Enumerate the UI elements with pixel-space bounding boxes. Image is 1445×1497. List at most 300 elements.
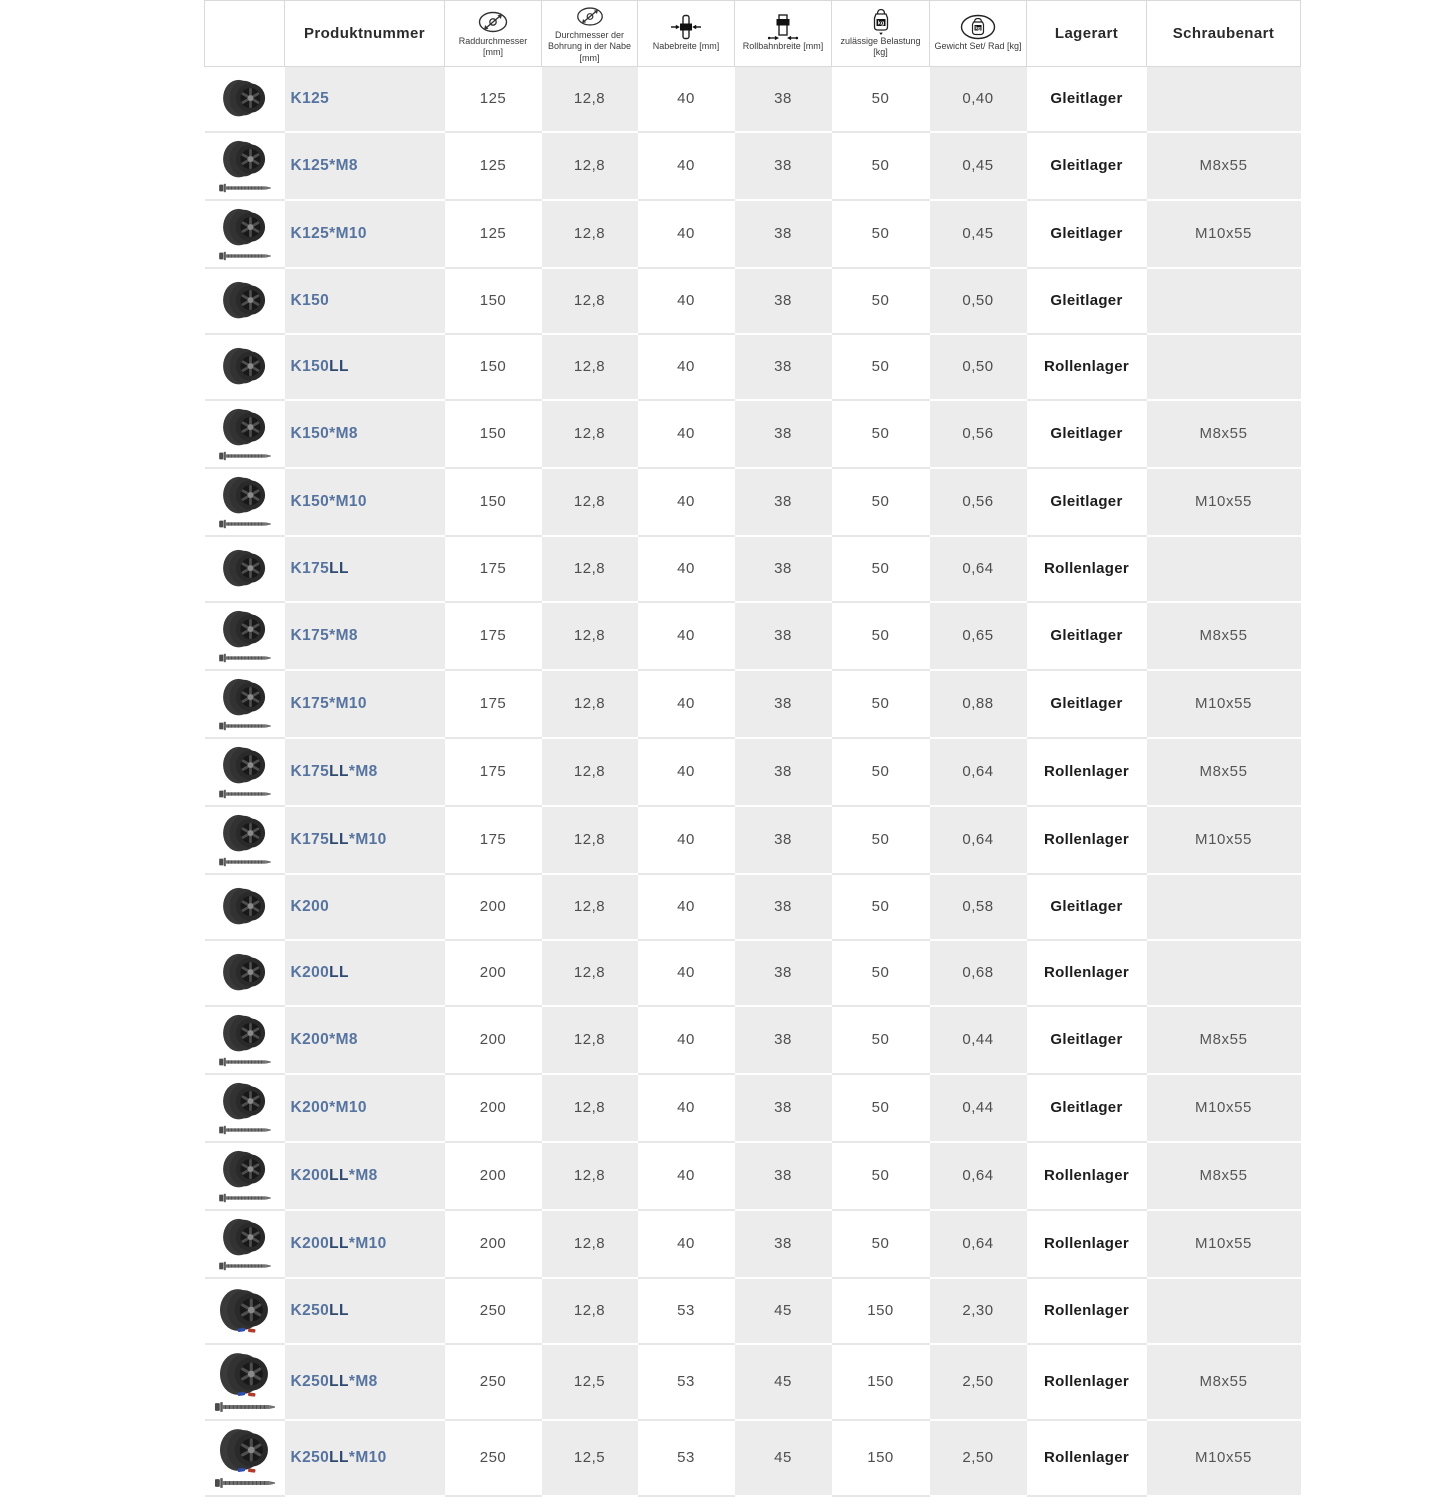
cell-raddurchmesser bbox=[445, 806, 542, 874]
cell-gewicht bbox=[930, 132, 1027, 200]
schraubenart-value: M10x55 bbox=[1195, 493, 1252, 511]
product-link[interactable]: K150*M10 bbox=[290, 493, 367, 511]
cell-gewicht bbox=[930, 1344, 1027, 1420]
cell-nabebreite bbox=[638, 334, 735, 400]
cell-belastung bbox=[832, 806, 930, 874]
product-link[interactable]: K125*M10 bbox=[290, 225, 367, 243]
cell-schraubenart bbox=[1147, 1278, 1301, 1344]
raddurchmesser-value: 200 bbox=[479, 964, 507, 982]
belastung-value: 50 bbox=[871, 225, 890, 243]
cell-raddurchmesser bbox=[445, 874, 542, 940]
cell-nabebreite bbox=[638, 1420, 735, 1496]
cell-image bbox=[205, 334, 285, 400]
cell-image bbox=[205, 400, 285, 468]
belastung-value: 50 bbox=[871, 493, 890, 511]
bohrung-value: 12,8 bbox=[573, 1099, 606, 1117]
cell-belastung bbox=[832, 1420, 930, 1496]
cell-bohrung bbox=[542, 66, 638, 132]
cell-belastung bbox=[832, 268, 930, 334]
cell-schraubenart bbox=[1147, 268, 1301, 334]
rollbahnbreite-value: 38 bbox=[774, 292, 792, 310]
cell-bohrung bbox=[542, 1006, 638, 1074]
cell-nabebreite bbox=[638, 602, 735, 670]
cell-product bbox=[285, 1278, 445, 1344]
belastung-value: 50 bbox=[871, 1235, 890, 1253]
cell-image bbox=[205, 738, 285, 806]
bohrung-value: 12,8 bbox=[573, 225, 606, 243]
cell-bohrung bbox=[542, 536, 638, 602]
cell-lagerart bbox=[1027, 1074, 1147, 1142]
product-image[interactable] bbox=[211, 886, 279, 928]
column-header-belastung bbox=[832, 1, 930, 67]
wheel-image bbox=[220, 280, 270, 322]
cell-schraubenart bbox=[1147, 400, 1301, 468]
rollbahnbreite-value: 38 bbox=[774, 964, 792, 982]
rollbahnbreite-value: 38 bbox=[774, 225, 792, 243]
cell-schraubenart bbox=[1147, 1142, 1301, 1210]
raddurchmesser-value: 250 bbox=[479, 1302, 507, 1320]
product-link[interactable]: K250LL*M8 bbox=[290, 1373, 378, 1391]
product-link[interactable]: K175LL*M8 bbox=[290, 763, 378, 781]
cell-rollbahnbreite bbox=[735, 1142, 832, 1210]
belastung-value: 50 bbox=[871, 1167, 890, 1185]
cell-product bbox=[285, 806, 445, 874]
product-image[interactable] bbox=[211, 78, 279, 120]
raddurchmesser-value: 175 bbox=[479, 695, 507, 713]
table-body bbox=[205, 66, 1301, 1496]
column-label: Lagerart bbox=[1054, 24, 1119, 42]
cell-lagerart bbox=[1027, 670, 1147, 738]
cell-bohrung bbox=[542, 940, 638, 1006]
nabebreite-value: 40 bbox=[677, 493, 695, 511]
table-row bbox=[205, 536, 1301, 602]
lagerart-value: Rollenlager bbox=[1044, 1167, 1129, 1185]
cell-lagerart bbox=[1027, 132, 1147, 200]
gewicht-value: 0,40 bbox=[962, 90, 994, 107]
product-image[interactable] bbox=[211, 346, 279, 388]
cell-gewicht bbox=[930, 468, 1027, 536]
cell-gewicht bbox=[930, 940, 1027, 1006]
cell-nabebreite bbox=[638, 1344, 735, 1420]
cell-image bbox=[205, 670, 285, 738]
schraubenart-value: M8x55 bbox=[1199, 627, 1248, 645]
raddurchmesser-value: 150 bbox=[479, 425, 507, 443]
cell-schraubenart bbox=[1147, 334, 1301, 400]
raddurchmesser-value: 200 bbox=[479, 1099, 507, 1117]
product-link[interactable]: K200LL bbox=[290, 964, 349, 982]
product-image[interactable] bbox=[211, 609, 279, 663]
nabebreite-value: 40 bbox=[677, 225, 695, 243]
bohrung-value: 12,8 bbox=[573, 964, 606, 982]
belastung-value: 50 bbox=[871, 1099, 890, 1117]
product-link[interactable]: K175LL bbox=[290, 560, 349, 578]
cell-belastung bbox=[832, 400, 930, 468]
cell-image bbox=[205, 1278, 285, 1344]
cell-bohrung bbox=[542, 1142, 638, 1210]
column-header-gewicht bbox=[930, 1, 1027, 67]
product-image[interactable] bbox=[211, 280, 279, 322]
cell-product bbox=[285, 874, 445, 940]
cell-schraubenart bbox=[1147, 1006, 1301, 1074]
rollbahnbreite-value: 38 bbox=[774, 493, 792, 511]
cell-rollbahnbreite bbox=[735, 268, 832, 334]
cell-belastung bbox=[832, 66, 930, 132]
cell-product bbox=[285, 940, 445, 1006]
cell-gewicht bbox=[930, 738, 1027, 806]
raddurchmesser-value: 175 bbox=[479, 763, 507, 781]
cell-lagerart bbox=[1027, 334, 1147, 400]
nabebreite-value: 40 bbox=[677, 695, 695, 713]
cell-lagerart bbox=[1027, 400, 1147, 468]
product-link[interactable]: K175*M8 bbox=[290, 627, 358, 645]
cell-rollbahnbreite bbox=[735, 1420, 832, 1496]
bohrung-value: 12,8 bbox=[573, 898, 606, 916]
rollbahnbreite-value: 38 bbox=[774, 1099, 792, 1117]
header-row bbox=[205, 1, 1301, 67]
cell-belastung bbox=[832, 132, 930, 200]
gewicht-value: 0,64 bbox=[962, 831, 994, 849]
table-row bbox=[205, 334, 1301, 400]
wheel-image bbox=[220, 139, 270, 181]
product-image[interactable] bbox=[211, 1081, 279, 1135]
nabebreite-value: 53 bbox=[677, 1373, 695, 1391]
wheel-image bbox=[220, 952, 270, 994]
set-weight-icon bbox=[933, 14, 1023, 40]
product-image[interactable] bbox=[211, 407, 279, 461]
cell-rollbahnbreite bbox=[735, 200, 832, 268]
nabebreite-value: 40 bbox=[677, 898, 695, 916]
cell-raddurchmesser bbox=[445, 1278, 542, 1344]
table-row bbox=[205, 602, 1301, 670]
cell-nabebreite bbox=[638, 874, 735, 940]
schraubenart-value: M8x55 bbox=[1199, 425, 1248, 443]
cell-belastung bbox=[832, 738, 930, 806]
cell-raddurchmesser bbox=[445, 132, 542, 200]
cell-gewicht bbox=[930, 1006, 1027, 1074]
cell-schraubenart bbox=[1147, 874, 1301, 940]
bohrung-value: 12,5 bbox=[573, 1449, 606, 1467]
cell-schraubenart bbox=[1147, 468, 1301, 536]
wheel-image bbox=[220, 207, 270, 249]
product-image[interactable] bbox=[211, 1351, 279, 1413]
raddurchmesser-value: 200 bbox=[479, 1167, 507, 1185]
svg-text:kg: kg bbox=[975, 25, 981, 31]
nabebreite-value: 40 bbox=[677, 1235, 695, 1253]
gewicht-value: 0,65 bbox=[962, 627, 994, 645]
cell-belastung bbox=[832, 1278, 930, 1344]
table-row bbox=[205, 738, 1301, 806]
lagerart-value: Gleitlager bbox=[1050, 1031, 1123, 1049]
gewicht-value: 0,44 bbox=[962, 1031, 994, 1049]
screw-image bbox=[218, 451, 272, 461]
product-link[interactable]: K150LL bbox=[290, 358, 349, 376]
column-header-image bbox=[205, 1, 285, 67]
lagerart-value: Gleitlager bbox=[1050, 225, 1123, 243]
wheel-image bbox=[216, 1351, 274, 1399]
belastung-value: 50 bbox=[871, 358, 890, 376]
load-capacity-icon bbox=[835, 9, 926, 35]
column-label: Nabebreite [mm] bbox=[652, 41, 720, 52]
raddurchmesser-value: 175 bbox=[479, 627, 507, 645]
screw-image bbox=[218, 857, 272, 867]
cell-gewicht bbox=[930, 200, 1027, 268]
cell-belastung bbox=[832, 940, 930, 1006]
product-link[interactable]: K250LL*M10 bbox=[290, 1449, 387, 1467]
cell-nabebreite bbox=[638, 940, 735, 1006]
gewicht-value: 0,56 bbox=[962, 425, 994, 443]
raddurchmesser-value: 125 bbox=[479, 90, 507, 107]
cell-product bbox=[285, 400, 445, 468]
cell-schraubenart bbox=[1147, 1344, 1301, 1420]
wheel-image bbox=[220, 346, 270, 388]
bohrung-value: 12,8 bbox=[573, 292, 606, 310]
table-row bbox=[205, 268, 1301, 334]
schraubenart-value: M10x55 bbox=[1195, 1235, 1252, 1253]
column-label: Raddurchmesser [mm] bbox=[458, 35, 528, 57]
column-header-schraubenart bbox=[1147, 1, 1301, 67]
wheel-image bbox=[220, 677, 270, 719]
cell-belastung bbox=[832, 1006, 930, 1074]
table-header bbox=[205, 1, 1301, 67]
cell-lagerart bbox=[1027, 66, 1147, 132]
table-row bbox=[205, 1344, 1301, 1420]
raddurchmesser-value: 150 bbox=[479, 358, 507, 376]
cell-image bbox=[205, 1344, 285, 1420]
column-header-nabebreite bbox=[638, 1, 735, 67]
product-table-container bbox=[204, 0, 1300, 1497]
cell-nabebreite bbox=[638, 1142, 735, 1210]
cell-image bbox=[205, 536, 285, 602]
cell-rollbahnbreite bbox=[735, 1210, 832, 1278]
nabebreite-value: 40 bbox=[677, 1167, 695, 1185]
screw-image bbox=[218, 183, 272, 193]
cell-bohrung bbox=[542, 334, 638, 400]
screw-image bbox=[218, 1057, 272, 1067]
cell-image bbox=[205, 1074, 285, 1142]
product-link[interactable]: K125 bbox=[290, 90, 330, 107]
schraubenart-value: M10x55 bbox=[1195, 1099, 1252, 1117]
rollbahnbreite-value: 38 bbox=[774, 358, 792, 376]
product-image[interactable] bbox=[211, 1217, 279, 1271]
bohrung-value: 12,8 bbox=[573, 1235, 606, 1253]
gewicht-value: 0,56 bbox=[962, 493, 994, 511]
cell-product bbox=[285, 1074, 445, 1142]
cell-lagerart bbox=[1027, 1006, 1147, 1074]
cell-gewicht bbox=[930, 1278, 1027, 1344]
nabebreite-value: 40 bbox=[677, 157, 695, 175]
cell-lagerart bbox=[1027, 806, 1147, 874]
cell-schraubenart bbox=[1147, 738, 1301, 806]
cell-product bbox=[285, 1142, 445, 1210]
cell-gewicht bbox=[930, 670, 1027, 738]
cell-image bbox=[205, 268, 285, 334]
cell-product bbox=[285, 1420, 445, 1496]
product-link[interactable]: K150*M8 bbox=[290, 425, 358, 443]
cell-gewicht bbox=[930, 602, 1027, 670]
cell-bohrung bbox=[542, 670, 638, 738]
gewicht-value: 0,45 bbox=[962, 225, 994, 243]
cell-lagerart bbox=[1027, 1278, 1147, 1344]
cell-nabebreite bbox=[638, 468, 735, 536]
column-label: zulässige Belastung [kg] bbox=[840, 35, 921, 57]
cell-image bbox=[205, 602, 285, 670]
bohrung-value: 12,8 bbox=[573, 425, 606, 443]
cell-raddurchmesser bbox=[445, 670, 542, 738]
belastung-value: 50 bbox=[871, 560, 890, 578]
cell-belastung bbox=[832, 334, 930, 400]
belastung-value: 50 bbox=[871, 425, 890, 443]
cell-rollbahnbreite bbox=[735, 536, 832, 602]
raddurchmesser-value: 175 bbox=[479, 560, 507, 578]
wheel-image bbox=[220, 548, 270, 590]
product-image[interactable] bbox=[211, 548, 279, 590]
lagerart-value: Rollenlager bbox=[1044, 560, 1129, 578]
cell-belastung bbox=[832, 602, 930, 670]
cell-lagerart bbox=[1027, 200, 1147, 268]
product-link[interactable]: K200*M8 bbox=[290, 1031, 358, 1049]
gewicht-value: 2,50 bbox=[962, 1449, 994, 1467]
belastung-value: 50 bbox=[871, 695, 890, 713]
product-image[interactable] bbox=[211, 952, 279, 994]
cell-raddurchmesser bbox=[445, 738, 542, 806]
lagerart-value: Rollenlager bbox=[1044, 1449, 1129, 1467]
raddurchmesser-value: 200 bbox=[479, 898, 507, 916]
lagerart-value: Gleitlager bbox=[1050, 898, 1123, 916]
wheel-image bbox=[220, 813, 270, 855]
cell-schraubenart bbox=[1147, 1074, 1301, 1142]
table-row bbox=[205, 1142, 1301, 1210]
cell-nabebreite bbox=[638, 1210, 735, 1278]
product-image[interactable] bbox=[211, 1149, 279, 1203]
gewicht-value: 0,88 bbox=[962, 695, 994, 713]
cell-schraubenart bbox=[1147, 536, 1301, 602]
raddurchmesser-value: 200 bbox=[479, 1031, 507, 1049]
screw-image bbox=[218, 251, 272, 261]
nabebreite-value: 40 bbox=[677, 292, 695, 310]
schraubenart-value: M8x55 bbox=[1199, 1031, 1248, 1049]
cell-rollbahnbreite bbox=[735, 468, 832, 536]
product-link[interactable]: K175LL*M10 bbox=[290, 831, 387, 849]
product-link[interactable]: K250LL bbox=[290, 1302, 349, 1320]
raddurchmesser-value: 250 bbox=[479, 1373, 507, 1391]
table-row bbox=[205, 132, 1301, 200]
product-image[interactable] bbox=[211, 1427, 279, 1489]
cell-gewicht bbox=[930, 536, 1027, 602]
belastung-value: 50 bbox=[871, 292, 890, 310]
cell-belastung bbox=[832, 536, 930, 602]
raddurchmesser-value: 175 bbox=[479, 831, 507, 849]
cell-product bbox=[285, 1006, 445, 1074]
product-link[interactable]: K200 bbox=[290, 898, 330, 916]
cell-gewicht bbox=[930, 268, 1027, 334]
product-image[interactable] bbox=[211, 1287, 279, 1335]
cell-lagerart bbox=[1027, 940, 1147, 1006]
product-link[interactable]: K200*M10 bbox=[290, 1099, 367, 1117]
cell-rollbahnbreite bbox=[735, 670, 832, 738]
product-link[interactable]: K150 bbox=[290, 292, 330, 310]
belastung-value: 50 bbox=[871, 898, 890, 916]
nabebreite-value: 40 bbox=[677, 627, 695, 645]
cell-product bbox=[285, 602, 445, 670]
nabebreite-value: 40 bbox=[677, 763, 695, 781]
cell-image bbox=[205, 1420, 285, 1496]
wheel-image bbox=[216, 1287, 274, 1335]
product-link[interactable]: K125*M8 bbox=[290, 157, 358, 175]
cell-lagerart bbox=[1027, 268, 1147, 334]
column-header-product bbox=[285, 1, 445, 67]
product-image[interactable] bbox=[211, 745, 279, 799]
cell-belastung bbox=[832, 670, 930, 738]
product-link[interactable]: K200LL*M8 bbox=[290, 1167, 378, 1185]
rollbahnbreite-value: 45 bbox=[774, 1373, 792, 1391]
cell-product bbox=[285, 1210, 445, 1278]
cell-bohrung bbox=[542, 1210, 638, 1278]
cell-nabebreite bbox=[638, 66, 735, 132]
table-row bbox=[205, 670, 1301, 738]
lagerart-value: Gleitlager bbox=[1050, 1099, 1123, 1117]
product-image[interactable] bbox=[211, 207, 279, 261]
cell-product bbox=[285, 268, 445, 334]
screw-image bbox=[214, 1401, 276, 1413]
product-image[interactable] bbox=[211, 677, 279, 731]
column-label: Gewicht Set/ Rad [kg] bbox=[934, 41, 1022, 52]
nabebreite-value: 40 bbox=[677, 831, 695, 849]
gewicht-value: 0,68 bbox=[962, 964, 994, 982]
wheel-image bbox=[220, 1013, 270, 1055]
gewicht-value: 2,50 bbox=[962, 1373, 994, 1391]
cell-gewicht bbox=[930, 66, 1027, 132]
cell-raddurchmesser bbox=[445, 1210, 542, 1278]
cell-schraubenart bbox=[1147, 806, 1301, 874]
nabebreite-value: 40 bbox=[677, 358, 695, 376]
rollbahnbreite-value: 38 bbox=[774, 560, 792, 578]
cell-gewicht bbox=[930, 1142, 1027, 1210]
screw-image bbox=[218, 1125, 272, 1135]
cell-nabebreite bbox=[638, 132, 735, 200]
nabebreite-value: 53 bbox=[677, 1302, 695, 1320]
column-label: Rollbahnbreite [mm] bbox=[742, 41, 824, 52]
cell-bohrung bbox=[542, 1420, 638, 1496]
lagerart-value: Rollenlager bbox=[1044, 358, 1129, 376]
rollbahnbreite-value: 38 bbox=[774, 898, 792, 916]
nabebreite-value: 40 bbox=[677, 560, 695, 578]
screw-image bbox=[218, 721, 272, 731]
product-image[interactable] bbox=[211, 475, 279, 529]
product-link[interactable]: K200LL*M10 bbox=[290, 1235, 387, 1253]
product-image[interactable] bbox=[211, 813, 279, 867]
bohrung-value: 12,8 bbox=[573, 1302, 606, 1320]
product-image[interactable] bbox=[211, 1013, 279, 1067]
cell-raddurchmesser bbox=[445, 1074, 542, 1142]
cell-rollbahnbreite bbox=[735, 1074, 832, 1142]
cell-gewicht bbox=[930, 1210, 1027, 1278]
cell-schraubenart bbox=[1147, 200, 1301, 268]
wheel-image bbox=[220, 1217, 270, 1259]
screw-image bbox=[218, 1193, 272, 1203]
product-image[interactable] bbox=[211, 139, 279, 193]
column-label: Schraubenart bbox=[1172, 24, 1275, 42]
cell-product bbox=[285, 468, 445, 536]
product-link[interactable]: K175*M10 bbox=[290, 695, 367, 713]
table-row bbox=[205, 1210, 1301, 1278]
cell-nabebreite bbox=[638, 738, 735, 806]
rollbahnbreite-value: 38 bbox=[774, 627, 792, 645]
bohrung-value: 12,5 bbox=[573, 1373, 606, 1391]
cell-product bbox=[285, 334, 445, 400]
cell-schraubenart bbox=[1147, 1210, 1301, 1278]
cell-image bbox=[205, 806, 285, 874]
nabebreite-value: 40 bbox=[677, 1031, 695, 1049]
